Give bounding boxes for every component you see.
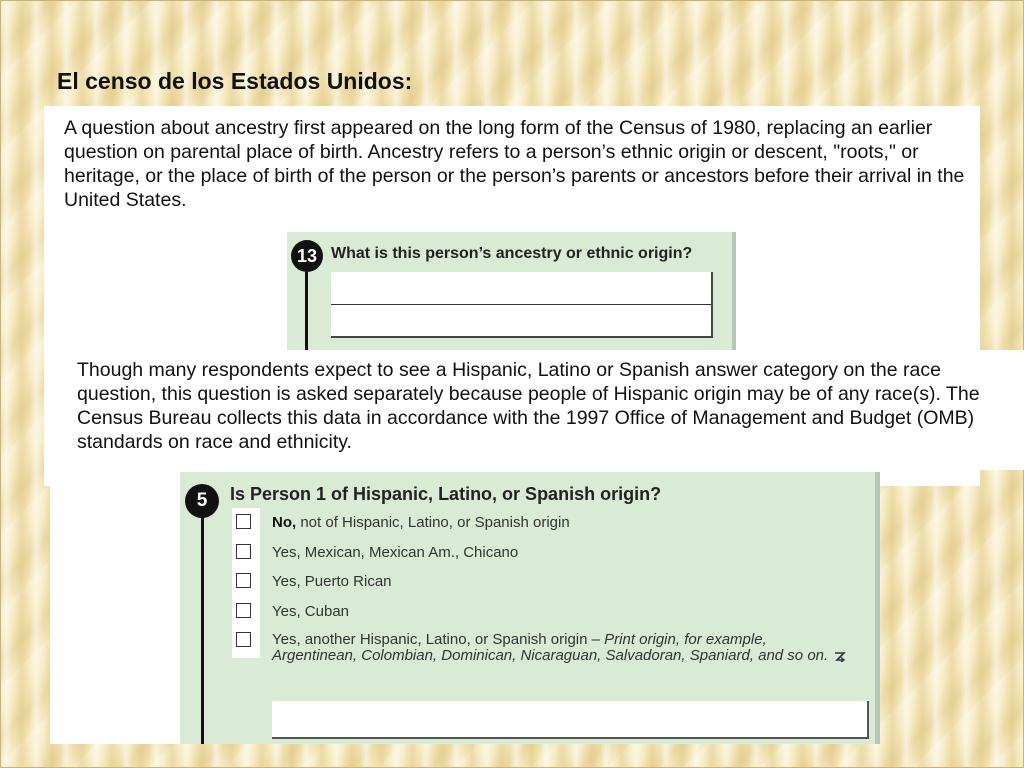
option-puerto-rican — [232, 567, 852, 597]
option-cuban-label: Yes, Cuban — [272, 602, 350, 620]
question-13-number: 13 — [291, 240, 323, 272]
checkbox-not-hispanic[interactable] — [236, 514, 251, 529]
question-13-text: What is this person’s ancestry or ethnic origin? — [331, 245, 693, 262]
option-not-hispanic — [232, 508, 852, 538]
hispanic-intro-text: Though many respondents expect to see a Hispanic, Latino or Spanish answer category on the race question, this question is asked separately because people of Hispanic origin may be of any race(s). The Census Bureau collects this data in accordance with the 1997 Office of Management and Budget (OMB) standards on race and ethnicity. — [77, 359, 980, 453]
option-no-rest: not of Hispanic, Latino, or Spanish origin — [296, 514, 570, 531]
other-origin-write-in-field[interactable] — [272, 701, 869, 739]
ancestry-write-in-field[interactable] — [331, 272, 713, 338]
option-other-instructions: Print origin, for example, Argentinean, Colombian, Dominican, Nicaraguan, Salvadoran, Spaniard, and so on. — [272, 631, 829, 664]
option-cuban — [232, 597, 852, 627]
down-right-arrow-icon — [834, 650, 846, 662]
question-5-number: 5 — [185, 484, 219, 518]
option-puerto-rican-label: Yes, Puerto Rican — [272, 573, 392, 590]
option-mexican-label: Yes, Mexican, Mexican Am., Chicano — [272, 543, 519, 561]
question-13-form — [287, 232, 736, 354]
option-other-hispanic-label — [272, 632, 852, 664]
question-5-guide-line — [201, 516, 204, 744]
hispanic-explanation-panel — [57, 350, 1024, 470]
checkbox-mexican[interactable] — [236, 544, 251, 559]
field-divider — [331, 304, 711, 305]
hispanic-question-panel — [50, 464, 878, 744]
option-other-hispanic — [232, 626, 852, 682]
question-13-guide-line — [305, 272, 308, 356]
option-other-main: Yes, another Hispanic, Latino, or Spanish origin – — [272, 631, 605, 648]
question-5-text: Is Person 1 of Hispanic, Latino, or Spanish origin? — [230, 484, 662, 504]
option-no-bold: No, — [272, 514, 297, 531]
question-5-options — [232, 508, 852, 682]
option-mexican — [232, 538, 852, 568]
checkbox-cuban[interactable] — [236, 603, 251, 618]
question-5-form — [180, 472, 880, 744]
option-not-hispanic-label — [272, 514, 570, 531]
slide-title: El censo de los Estados Unidos: — [57, 68, 413, 94]
ancestry-intro-text: A question about ancestry first appeared on the long form of the Census of 1980, replacing an earlier question on parental place of birth. Ancestry refers to a person’s ethnic origin or descent, "roots," or heritage, or the place of birth of the person or the person’s parents or ancestors before their arrival in the United States. — [64, 117, 965, 211]
checkbox-puerto-rican[interactable] — [236, 573, 251, 588]
checkbox-other-hispanic[interactable] — [236, 632, 251, 647]
